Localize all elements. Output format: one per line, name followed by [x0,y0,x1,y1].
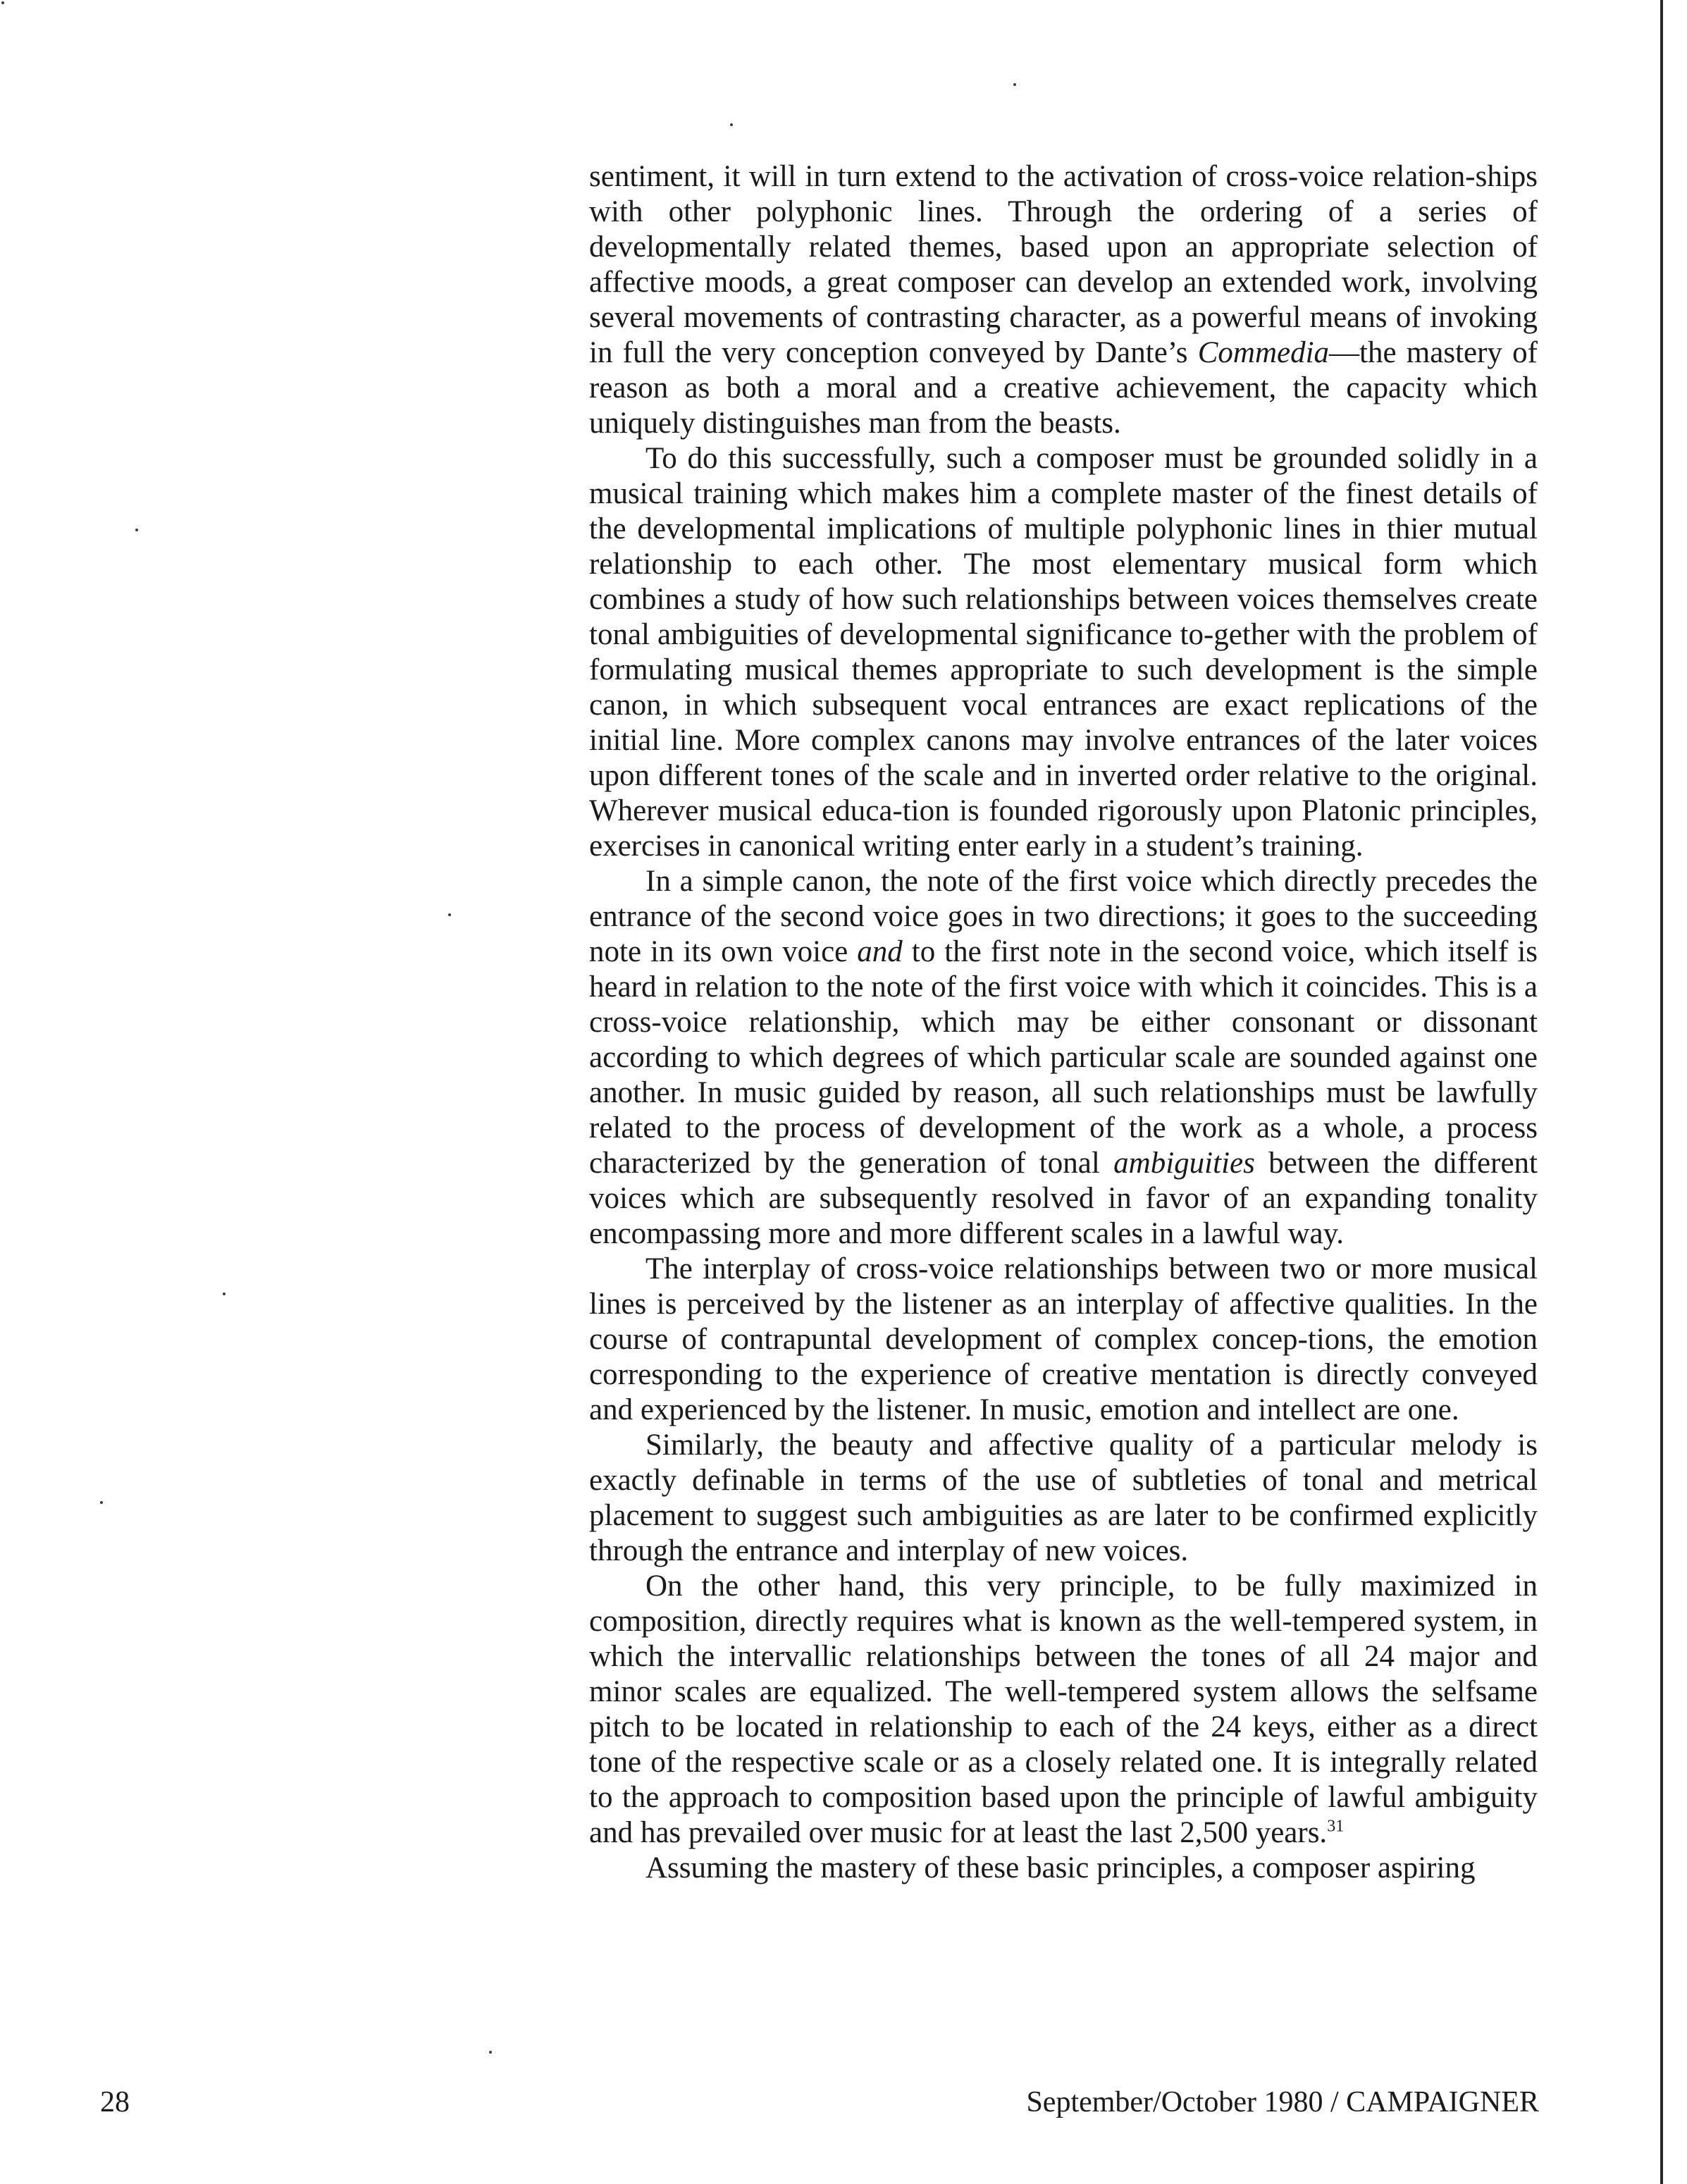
scan-speck [100,1501,103,1504]
paragraph-text: Assuming the mastery of these basic principles, a composer aspiring [645,1851,1476,1884]
article-body [589,159,1538,1886]
body-paragraph [589,1252,1538,1428]
scan-speck [135,529,138,531]
italic-phrase: Commedia [1197,336,1330,369]
paragraph-text: to the first note in the second voice, which itself is heard in relation to the note of the first voice with which it coincides. This is a cross-voice relationship, which may be either consonant or dissonant according to which degrees of which particular scale are sounded against one another. In music guided by reason, all such relationships must be lawfully related to the process of development of the work as a whole, a process characterized by the generation of tonal [589,935,1538,1180]
body-paragraph [589,1569,1538,1851]
issue-line: September/October 1980 / CAMPAIGNER [1026,2086,1539,2118]
page-number: 28 [100,2086,130,2118]
body-paragraph [589,1428,1538,1569]
body-paragraph [589,441,1538,864]
body-paragraph [589,1851,1538,1886]
paragraph-text: —the mastery of reason as both a moral and a creative achievement, the capacity which uniquely distinguishes man from the beasts. [589,336,1538,440]
italic-phrase: ambiguities [1113,1147,1255,1180]
scan-speck [448,913,451,916]
italic-phrase: and [857,935,903,968]
paragraph-text: Similarly, the beauty and affective quality of a particular melody is exactly definable in terms of the use of subtleties of tonal and metrical placement to suggest such ambiguities as are later to be confirmed explicitly through the entrance and interplay of new voices. [589,1429,1538,1567]
paragraph-text: sentiment, it will in turn extend to the activation of cross-voice relation-ships with other polyphonic lines. Through the ordering of a series of developmentally related themes, based upon an appropriate selection of affective moods, a great composer can develop an extended work, involving several movements of contrasting character, as a powerful means of invoking in full the very conception conveyed by Dante’s [589,160,1538,369]
footnote-reference: 31 [1327,1817,1345,1836]
paragraph-text: To do this successfully, such a composer must be grounded solidly in a musical training which makes him a complete master of the finest details of the developmental implications of multiple polyphonic lines in thier mutual relationship to each other. The most elementary musical form which combines a study of how such relationships between voices themselves create tonal ambiguities of developmental significance to-gether with the problem of formulating musical themes appropriate to such development is the simple canon, in which subsequent vocal entrances are exact replications of the initial line. More complex canons may involve entrances of the later voices upon different tones of the scale and in inverted order relative to the original. Wherever musical educa-tion is founded rigorously upon Platonic principles, exercises in canonical writing enter early in a student’s training. [589,442,1538,863]
scan-speck [223,1292,225,1295]
scan-speck [730,123,733,126]
body-paragraph [589,159,1538,441]
paragraph-text: On the other hand, this very principle, to be fully maximized in composition, directly requires what is known as the well-tempered system, in which the intervallic relationships between the tones of all 24 major and minor scales are equalized. The well-tempered system allows the selfsame pitch to be located in relationship to each of the 24 keys, either as a direct tone of the respective scale or as a closely related one. It is integrally related to the approach to composition based upon the principle of lawful ambiguity and has prevailed over music for at least the last 2,500 years. [589,1569,1538,1849]
paragraph-text: between the different voices which are subsequently resolved in favor of an expanding tonality encompassing more and more different scales in a lawful way. [589,1147,1538,1250]
scan-speck [1013,83,1016,86]
page-edge-line [1660,0,1663,2184]
paragraph-text: The interplay of cross-voice relationships between two or more musical lines is perceived by the listener as an interplay of affective qualities. In the course of contrapuntal development of complex concep-tions, the emotion corresponding to the experience of creative mentation is directly conveyed and experienced by the listener. In music, emotion and intellect are one. [589,1252,1538,1426]
scan-speck [489,2051,492,2054]
scan-speck [1,1,4,4]
body-paragraph [589,864,1538,1252]
paragraph-text: In a simple canon, the note of the first voice which directly precedes the entrance of the second voice goes in two directions; it goes to the succeeding note in its own voice [589,865,1538,968]
